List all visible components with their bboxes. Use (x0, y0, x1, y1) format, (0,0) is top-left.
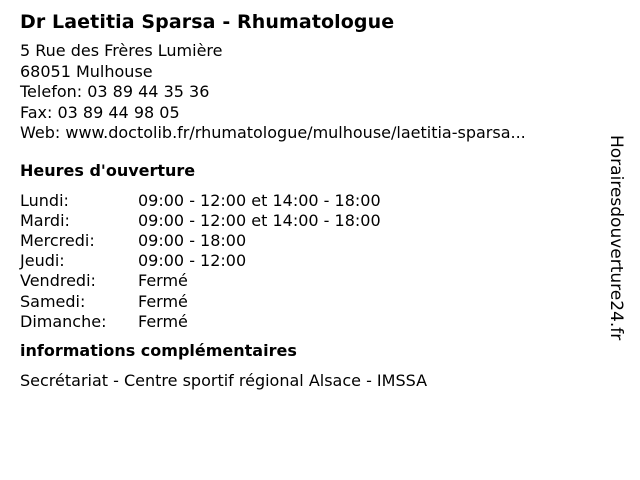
day-hours: 09:00 - 12:00 et 14:00 - 18:00 (138, 190, 381, 210)
day-hours: Fermé (138, 311, 188, 331)
website-link[interactable]: Web: www.doctolib.fr/rhumatologue/mulhouse/laetitia-sparsa... (20, 123, 526, 142)
hours-row-friday (20, 271, 600, 291)
address-city: 68051 Mulhouse (20, 61, 153, 81)
hours-row-thursday (20, 251, 600, 271)
day-label: Dimanche: (20, 311, 107, 331)
site-brand-vertical: Horairesdouverture24.fr (606, 135, 626, 341)
hours-row-sunday (20, 312, 600, 332)
day-label: Jeudi: (20, 251, 65, 271)
day-hours: 09:00 - 12:00 et 14:00 - 18:00 (138, 210, 381, 230)
opening-hours-heading: Heures d'ouverture (20, 160, 196, 180)
opening-hours-table (20, 191, 600, 332)
address-street: 5 Rue des Frères Lumière (20, 41, 223, 60)
additional-info-text: Secrétariat - Centre sportif régional Alsace - IMSSA (20, 370, 428, 390)
contact-block (20, 41, 600, 144)
hours-row-tuesday (20, 211, 600, 231)
day-label: Vendredi: (20, 271, 96, 291)
day-hours: 09:00 - 12:00 (138, 251, 247, 271)
phone-number[interactable]: Telefon: 03 89 44 35 36 (20, 82, 210, 101)
hours-row-monday (20, 191, 600, 211)
day-label: Mardi: (20, 210, 70, 230)
page-title: Dr Laetitia Sparsa - Rhumatologue (20, 11, 395, 33)
day-label: Lundi: (20, 190, 69, 210)
hours-row-wednesday (20, 231, 600, 251)
additional-info-heading: informations complémentaires (20, 340, 297, 360)
day-hours: 09:00 - 18:00 (138, 230, 247, 250)
day-label: Samedi: (20, 291, 86, 311)
hours-row-saturday (20, 292, 600, 312)
day-hours: Fermé (138, 271, 188, 291)
day-hours: Fermé (138, 291, 188, 311)
fax-number: Fax: 03 89 44 98 05 (20, 102, 180, 122)
doctor-card (20, 9, 600, 391)
day-label: Mercredi: (20, 230, 95, 250)
